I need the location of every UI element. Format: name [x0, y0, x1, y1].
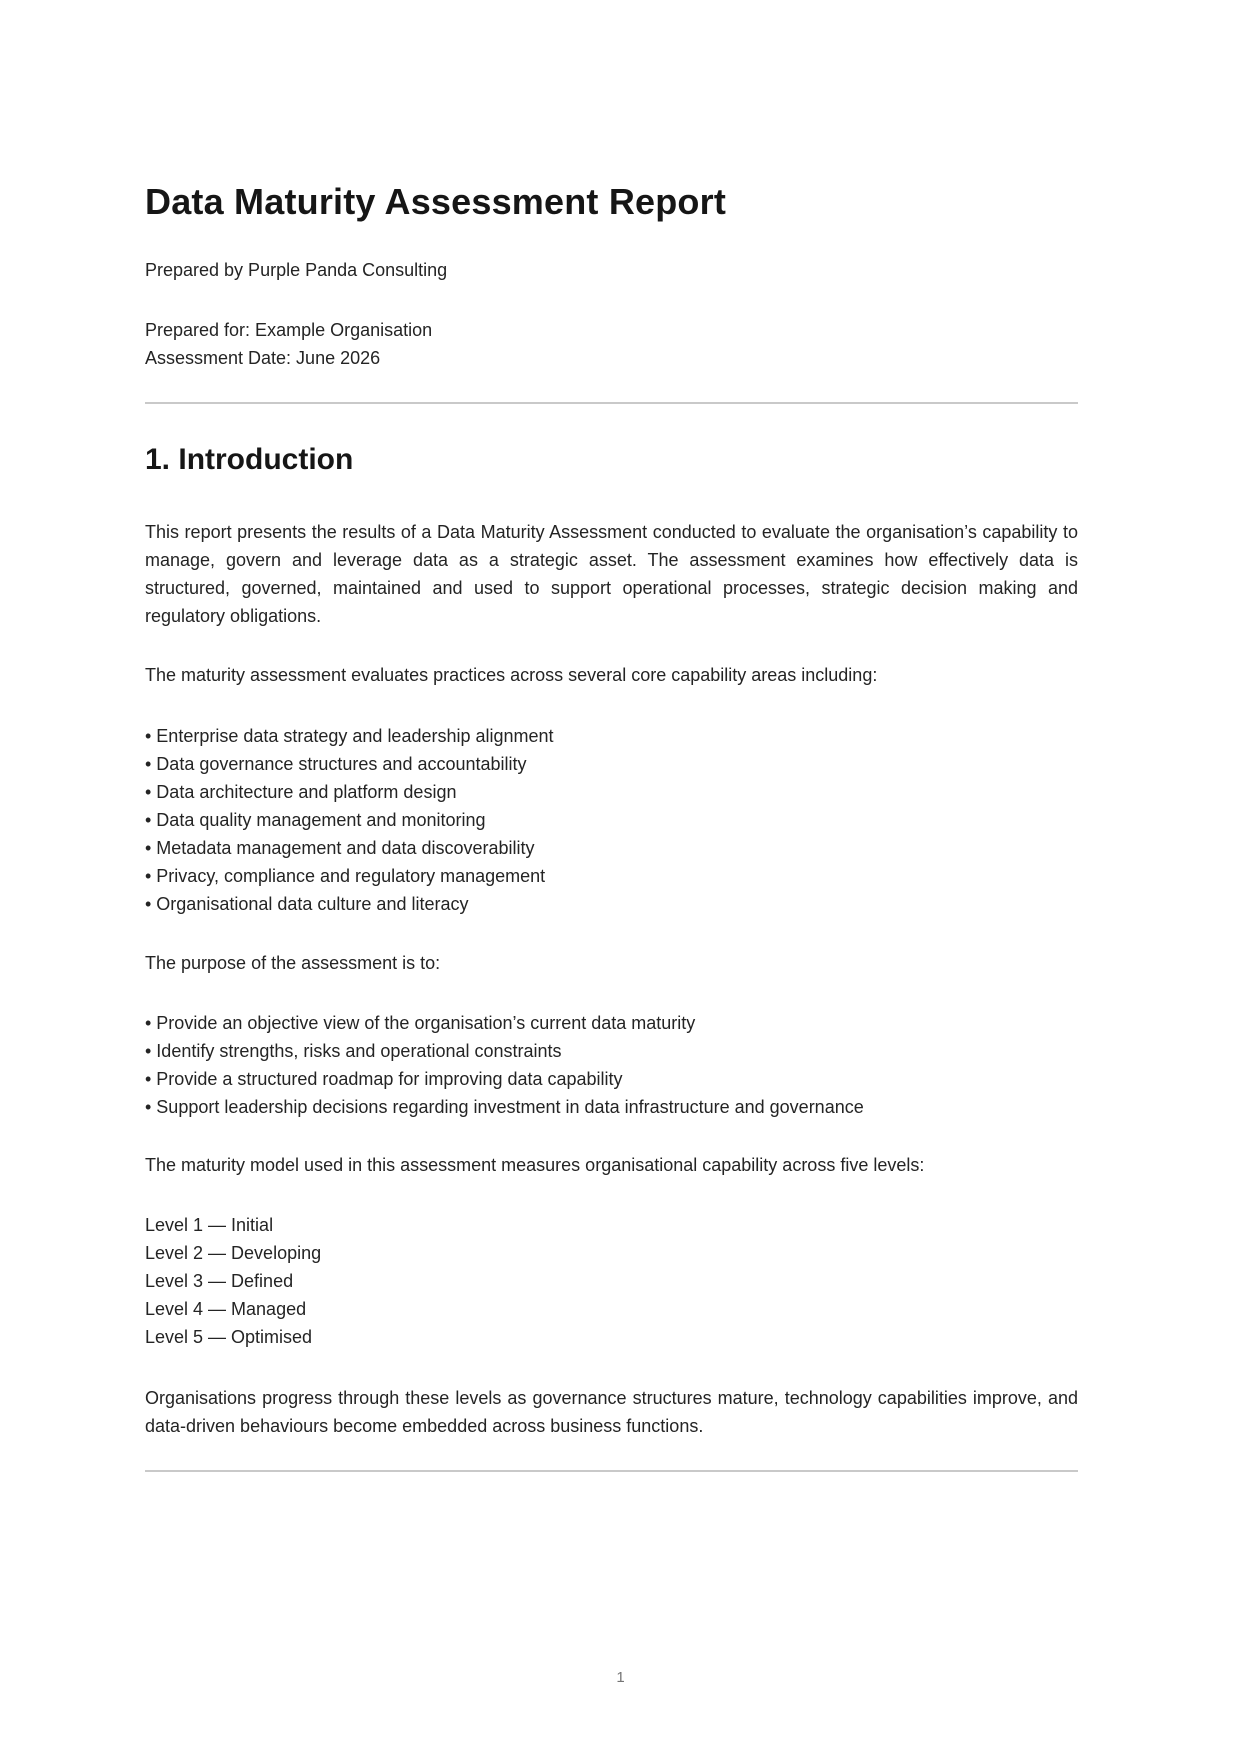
page-number: 1 — [616, 1669, 625, 1686]
capability-area-item: • Data architecture and platform design — [145, 782, 457, 802]
prepared-for-block — [145, 316, 1078, 372]
section-heading-introduction: 1. Introduction — [145, 443, 354, 476]
maturity-level-item: Level 1 — Initial — [145, 1215, 274, 1235]
prepared-for-line: Prepared for: Example Organisation — [145, 320, 433, 340]
section-divider-bottom — [145, 1470, 1078, 1472]
maturity-level-item: Level 3 — Defined — [145, 1271, 294, 1291]
purpose-item: • Support leadership decisions regarding investment in data infrastructure and governance — [145, 1097, 864, 1117]
capability-areas-list — [145, 722, 1078, 918]
purpose-list — [145, 1009, 1078, 1121]
maturity-level-item: Level 5 — Optimised — [145, 1327, 313, 1347]
maturity-model-intro: The maturity model used in this assessment measures organisational capability across five levels: — [145, 1155, 925, 1175]
intro-paragraph: This report presents the results of a Data Maturity Assessment conducted to evaluate the organisation’s capability to manage, govern and leverage data as a strategic asset. The assessment examines how effectively data is structured, governed, maintained and used to support operational processes, strategic decision making and regulatory obligations. — [145, 522, 1078, 626]
capability-area-item: • Data governance structures and accountability — [145, 754, 527, 774]
maturity-level-item: Level 4 — Managed — [145, 1299, 307, 1319]
purpose-item: • Provide a structured roadmap for improving data capability — [145, 1069, 623, 1089]
assessment-date-line: Assessment Date: June 2026 — [145, 348, 381, 368]
capability-area-item: • Metadata management and data discoverability — [145, 838, 535, 858]
maturity-levels-list — [145, 1211, 1078, 1351]
prepared-by-line: Prepared by Purple Panda Consulting — [145, 260, 448, 280]
maturity-level-item: Level 2 — Developing — [145, 1243, 322, 1263]
capability-area-item: • Data quality management and monitoring — [145, 810, 486, 830]
purpose-intro: The purpose of the assessment is to: — [145, 953, 441, 973]
purpose-item: • Identify strengths, risks and operational constraints — [145, 1041, 562, 1061]
capability-area-item: • Privacy, compliance and regulatory management — [145, 866, 546, 886]
closing-paragraph: Organisations progress through these levels as governance structures mature, technology capabilities improve, and data-driven behaviours become embedded across business functions. — [145, 1388, 1078, 1436]
section-divider-top — [145, 402, 1078, 404]
purpose-item: • Provide an objective view of the organisation’s current data maturity — [145, 1013, 696, 1033]
page-title: Data Maturity Assessment Report — [145, 181, 727, 222]
capability-area-item: • Organisational data culture and literacy — [145, 894, 469, 914]
capability-area-item: • Enterprise data strategy and leadership alignment — [145, 726, 554, 746]
capability-areas-intro: The maturity assessment evaluates practices across several core capability areas including: — [145, 665, 878, 685]
